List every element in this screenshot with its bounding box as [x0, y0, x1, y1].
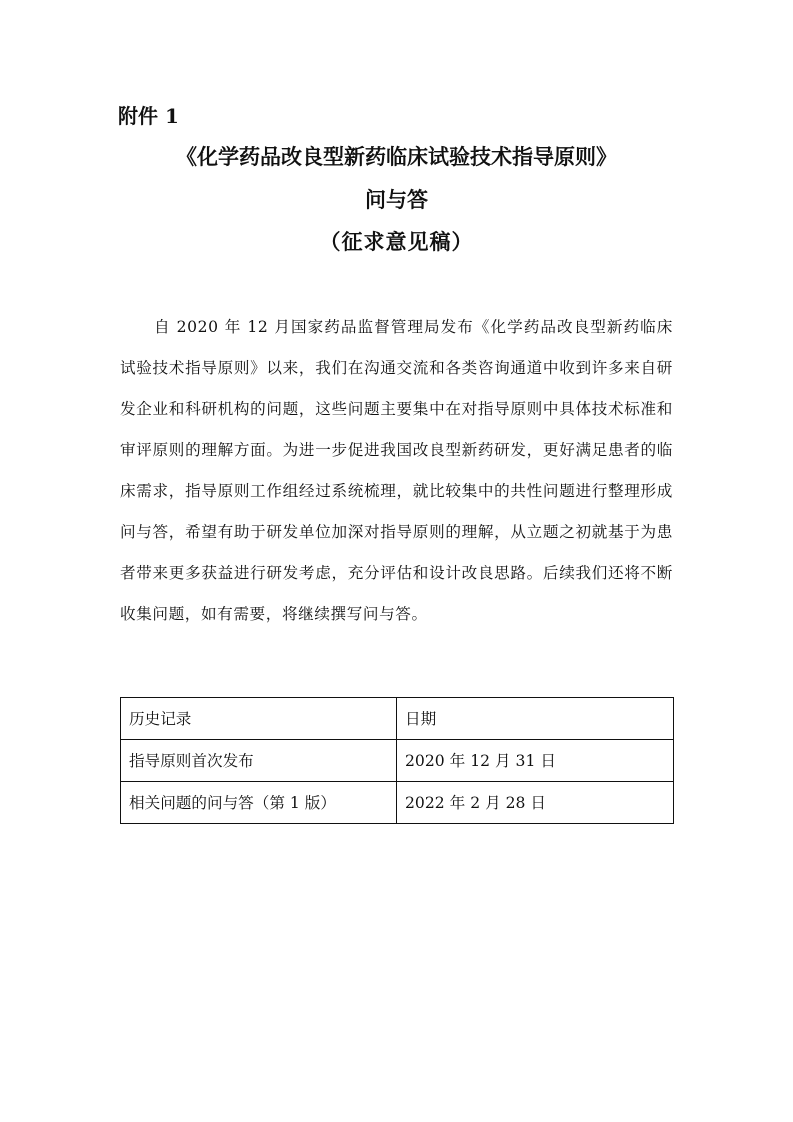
header-date: 日期 [397, 698, 674, 740]
history-cell: 指导原则首次发布 [121, 740, 397, 782]
table-header-row [121, 698, 674, 740]
table-row [121, 782, 674, 824]
attachment-label: 附件 1 [118, 104, 179, 128]
history-table [120, 697, 674, 824]
header-history: 历史记录 [121, 698, 397, 740]
table-row [121, 740, 674, 782]
document-title: 《化学药品改良型新药临床试验技术指导原则》 [176, 144, 617, 169]
date-cell: 2022 年 2 月 28 日 [397, 782, 674, 824]
date-cell: 2020 年 12 月 31 日 [397, 740, 674, 782]
document-subtitle: 问与答 [365, 187, 428, 212]
draft-status: （征求意见稿） [319, 229, 474, 254]
intro-paragraph: 自 2020 年 12 月国家药品监督管理局发布《化学药品改良型新药临床试验技术指导原则》以来，我们在沟通交流和各类咨询通道中收到许多来自研发企业和科研机构的问题，这些问题主要集中在对指导原则中具体技术标准和审评原则的理解方面。为进一步促进我国改良型新药研发，更好满足患者的临床需求，指导原则工作组经过系统梳理，就比较集中的共性问题进行整理形成问与答，希望有助于研发单位加深对指导原则的理解，从立题之初就基于为患者带来更多获益进行研发考虑，充分评估和设计改良思路。后续我们还将不断收集问题，如有需要，将继续撰写问与答。 [120, 318, 673, 623]
history-cell: 相关问题的问与答（第 1 版） [121, 782, 397, 824]
